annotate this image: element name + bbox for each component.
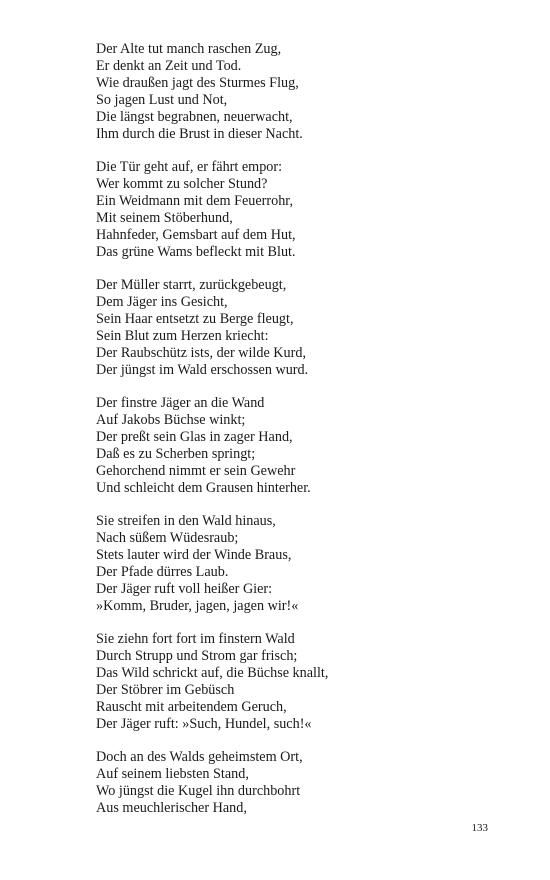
- poem-line: Rauscht mit arbeitendem Geruch,: [96, 699, 287, 715]
- poem-line: Die längst begrabnen, neuerwacht,: [96, 109, 293, 125]
- poem-line: Auf seinem liebsten Stand,: [96, 766, 249, 782]
- poem-line: Der Alte tut manch raschen Zug,: [96, 41, 282, 57]
- poem-line: Der Raubschütz ists, der wilde Kurd,: [96, 345, 307, 361]
- stanza-7: [96, 749, 496, 817]
- stanza-2: [96, 159, 496, 261]
- poem-line: Auf Jakobs Büchse winkt;: [96, 412, 246, 428]
- poem-line: Ihm durch die Brust in dieser Nacht.: [96, 126, 303, 142]
- stanza-1: [96, 41, 496, 143]
- poem-line: Dem Jäger ins Gesicht,: [96, 294, 228, 310]
- poem-body: [96, 41, 496, 833]
- poem-line: Sie ziehn fort fort im finstern Wald: [96, 631, 295, 647]
- poem-line: Die Tür geht auf, er fährt empor:: [96, 159, 283, 175]
- poem-line: Der Jäger ruft: »Such, Hundel, such!«: [96, 716, 312, 732]
- poem-line: Durch Strupp und Strom gar frisch;: [96, 648, 298, 664]
- poem-line: Und schleicht dem Grausen hinterher.: [96, 480, 311, 496]
- poem-line: Wie draußen jagt des Sturmes Flug,: [96, 75, 299, 91]
- poem-line: Der Stöbrer im Gebüsch: [96, 682, 235, 698]
- page-number: 133: [471, 822, 488, 834]
- poem-line: Doch an des Walds geheimstem Ort,: [96, 749, 303, 765]
- stanza-3: [96, 277, 496, 379]
- poem-line: Der Pfade dürres Laub.: [96, 564, 229, 580]
- poem-line: Stets lauter wird der Winde Braus,: [96, 547, 292, 563]
- poem-line: Der preßt sein Glas in zager Hand,: [96, 429, 293, 445]
- poem-line: Sie streifen in den Wald hinaus,: [96, 513, 276, 529]
- poem-line: Daß es zu Scherben springt;: [96, 446, 256, 462]
- poem-line: Sein Blut zum Herzen kriecht:: [96, 328, 269, 344]
- poem-line: Der jüngst im Wald erschossen wurd.: [96, 362, 309, 378]
- poem-line: Nach süßem Wüdesraub;: [96, 530, 239, 546]
- stanza-5: [96, 513, 496, 615]
- stanza-4: [96, 395, 496, 497]
- poem-line: Ein Weidmann mit dem Feuerrohr,: [96, 193, 294, 209]
- poem-line: Das Wild schrickt auf, die Büchse knallt,: [96, 665, 329, 681]
- poem-line: Hahnfeder, Gemsbart auf dem Hut,: [96, 227, 296, 243]
- poem-line: Sein Haar entsetzt zu Berge fleugt,: [96, 311, 294, 327]
- poem-line: Mit seinem Stöberhund,: [96, 210, 233, 226]
- poem-line: »Komm, Bruder, jagen, jagen wir!«: [96, 598, 299, 614]
- poem-line: Das grüne Wams befleckt mit Blut.: [96, 244, 296, 260]
- poem-line: Er denkt an Zeit und Tod.: [96, 58, 242, 74]
- poem-line: Wer kommt zu solcher Stund?: [96, 176, 268, 192]
- poem-line: Der Jäger ruft voll heißer Gier:: [96, 581, 273, 597]
- poem-line: Der finstre Jäger an die Wand: [96, 395, 265, 411]
- stanza-6: [96, 631, 496, 733]
- poem-line: Wo jüngst die Kugel ihn durchbohrt: [96, 783, 301, 799]
- poem-line: Aus meuchlerischer Hand,: [96, 800, 247, 816]
- poem-line: So jagen Lust und Not,: [96, 92, 228, 108]
- poem-line: Gehorchend nimmt er sein Gewehr: [96, 463, 296, 479]
- poem-line: Der Müller starrt, zurückgebeugt,: [96, 277, 287, 293]
